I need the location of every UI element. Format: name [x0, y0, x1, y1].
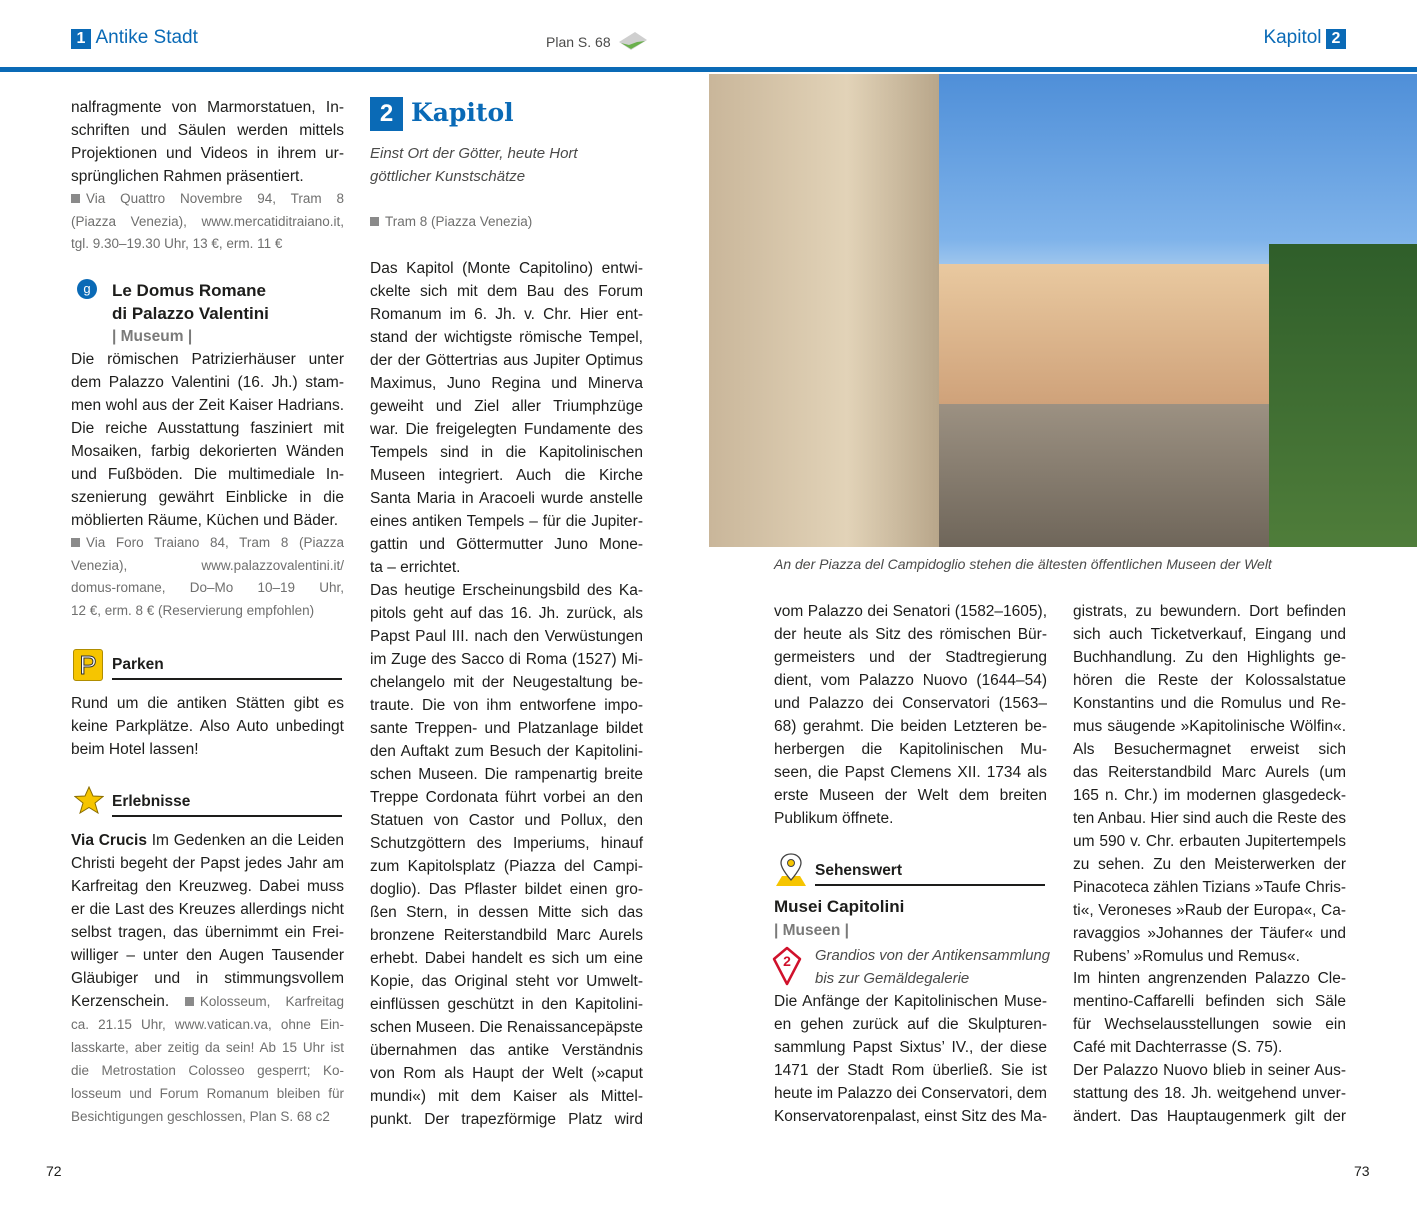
map-icon [617, 30, 649, 52]
text-line: Papst Paul III. nach den Verwüstungen [370, 628, 643, 645]
text-line: göttlicher Kunstschätze [370, 168, 526, 185]
text-line: im Zuge des Sacco di Roma (1527) Mi- [370, 651, 643, 668]
text-line: sprünglichen Rahmen präsentiert. [71, 168, 304, 185]
text-line: dient, vom Palazzo Nuovo (1644–54) [774, 672, 1047, 689]
text-line: Konstantins und die Romulus und Re- [1073, 695, 1346, 712]
text-line: Maximus, Juno Regina und Minerva [370, 375, 643, 392]
text-line: und Palazzo dei Conservatori (1563– [774, 695, 1047, 712]
text-line: 68) gerahmt. Die beiden Letzteren be- [774, 718, 1047, 735]
text-line: Tempels sind in die Kapitolinischen [370, 444, 643, 461]
plan-label: Plan S. 68 [546, 34, 611, 50]
text-line: bis zur Gemäldegalerie [815, 970, 970, 987]
text-line: bronzene Reiterstandbild Marc Aurels [370, 927, 643, 944]
sight-title-line: Le Domus Romane [112, 281, 266, 300]
section-number-badge: 2 [370, 97, 403, 131]
text-line: schriften und Säulen werden mittels [71, 122, 344, 139]
text-line: Museen integriert. Auch die Kirche [370, 467, 643, 484]
section-number: 2 [1326, 29, 1346, 49]
text-line: mus säugende »Kapitolinische Wölfin«. [1073, 718, 1346, 735]
page-number-left: 72 [46, 1163, 62, 1179]
section-heading-sehenswert: Sehenswert [815, 862, 1045, 886]
text-line: herbergen die Kapitolinischen Mu- [774, 741, 1047, 758]
text-line: um 590 v. Chr. erbauten Jupitertempels [1073, 833, 1346, 850]
text-line: geweiht und Ziel aller Triumphzüge [370, 398, 643, 415]
text-line: Projektionen und Videos in ihrem ur- [71, 145, 344, 162]
text-line: beim Hotel lassen! [71, 741, 199, 758]
photo-piazza-del-campidoglio [709, 74, 1417, 547]
sight-title [112, 279, 269, 348]
photo-caption: An der Piazza del Campidoglio stehen die ältesten öffentlichen Museen der Welt [774, 556, 1272, 572]
chapter-number: 1 [71, 29, 91, 49]
paragraph [1073, 600, 1346, 968]
section-title: Kapitol [1263, 27, 1322, 48]
info-square-icon [370, 217, 379, 226]
text-line: vom Palazzo dei Senatori (1582–1605), [774, 603, 1047, 620]
text-line: ßen Stern, in dessen Mitte sich das [370, 904, 643, 921]
text-line: stand der wichtigste römische Tempel, [370, 329, 643, 346]
text-line: zu sehen. Zu den Meisterwerken der [1073, 856, 1346, 873]
parking-icon: P [73, 649, 103, 681]
page-title: Kapitol [411, 98, 514, 127]
text-line: pitols geht auf das 16. Jh. zurück, als [370, 605, 643, 622]
text-line: mentino-Caffarelli befinden sich Säle [1073, 993, 1346, 1010]
text-line: Tram 8 (Piazza Venezia) [370, 211, 643, 234]
text-line: erhebt. Dabei handelt es sich um eine [370, 950, 643, 967]
info-block [71, 532, 344, 622]
text-line: Der Palazzo Nuovo blieb in seiner Aus- [1073, 1062, 1346, 1079]
chapter-title: Antike Stadt [95, 27, 198, 48]
text-line: williger – unter den Augen Tausender [71, 947, 344, 964]
text-line: Kerzenschein. Kolosseum, Karfreitag [71, 993, 344, 1010]
marker-number: 2 [783, 953, 791, 969]
text-line: der der Göttertrias aus Jupiter Optimus [370, 352, 643, 369]
text-line: gistrats, zu bewundern. Dort befinden [1073, 603, 1346, 620]
text-line: chelangelo mit der Neugestaltung be- [370, 674, 643, 691]
text-line: Das heutige Erscheinungsbild des Ka- [370, 582, 643, 599]
text-line: traute. Die von ihm entworfene impo- [370, 697, 643, 714]
text-line: schen Museen. Die rampenartig breite [370, 766, 643, 783]
text-line: Pinacoteca zählen Tizians »Taufe Chris- [1073, 879, 1346, 896]
info-block [370, 211, 643, 234]
text-line: ca. 21.15 Uhr, www.vatican.va, ohne Ein- [71, 1017, 344, 1032]
info-square-icon [71, 194, 80, 203]
text-line: men wohl aus der Zeit Kaiser Hadrians. [71, 397, 344, 414]
text-line: möblierten Räume, Küchen und Bäder. [71, 512, 339, 529]
text-line: schen Museen. Die Renaissancepäpste [370, 1019, 643, 1036]
text-line: szenierung gewährt Einblicke in die [71, 489, 344, 506]
text-line: 1471 der Stadt Rom überließ. Sie ist [774, 1062, 1047, 1079]
text-line: Grandios von der Antikensammlung [815, 947, 1050, 964]
text-line: Besichtigungen geschlossen, Plan S. 68 c2 [71, 1109, 330, 1124]
text-line: sich auch Ticketverkauf, Eingang und [1073, 626, 1346, 643]
text-line: mundi«) mit dem Kaiser als Mittel- [370, 1088, 643, 1105]
text-line: Statuen von Castor und Pollux, den [370, 812, 643, 829]
sight-title-line: di Palazzo Valentini [112, 304, 269, 323]
info-block [71, 188, 344, 256]
paragraph [774, 600, 1047, 830]
header-rule [0, 67, 1417, 72]
text-line: übernahmen das antike Verständnis [370, 1042, 643, 1059]
text-line: Schutzgöttern des Imperiums, hinauf [370, 835, 643, 852]
text-line: Romanum im 6. Jh. v. Chr. Hier ent- [370, 306, 643, 323]
text-line: er die Last des Kreuzes allerdings nicht [71, 901, 344, 918]
text-line: Via Quattro Novembre 94, Tram 8 [71, 188, 344, 211]
text-line: Im hinten angrenzenden Palazzo Cle- [1073, 970, 1346, 987]
text-line: erste Museen der Welt dem breiten [774, 787, 1047, 804]
subtitle [815, 944, 1050, 990]
text-line: ti«, Veroneses »Raub der Europa«, Ca- [1073, 902, 1346, 919]
text-line: Konservatorenpalast, einst Sitz des Ma- [774, 1108, 1047, 1125]
text-line: (Piazza Venezia), www.mercatiditraiano.it, [71, 213, 344, 229]
page-number-right: 73 [1354, 1163, 1370, 1179]
text-line: das Reiterstandbild Marc Aurels (um [1073, 764, 1346, 781]
text-line: Treppe Cordonata führt vorbei an den [370, 789, 643, 806]
text-line: von Rom als Haupt der Welt (»caput [370, 1065, 643, 1082]
paragraph [370, 257, 643, 579]
text-line: Venezia), www.palazzovalentini.it/ [71, 557, 344, 573]
plan-reference[interactable] [546, 30, 649, 52]
text-line: war. Die freigelegten Fundamente des [370, 421, 643, 438]
text-line: eines antiken Tempels – für die Jupiter- [370, 513, 643, 530]
section-heading-erlebnisse: Erlebnisse [112, 793, 342, 817]
text-line: Rubens’ »Romulus und Remus«. [1073, 948, 1300, 965]
text-line: Die Anfänge der Kapitolinischen Muse- [774, 993, 1047, 1010]
text-line: Christi begeht der Papst jedes Jahr am [71, 855, 344, 872]
text-line: Kopie, das Original steht vor Umwelt- [370, 973, 643, 990]
text-line: ten Anbau. Hier sind auch die Reste des [1073, 810, 1346, 827]
text-line: keine Parkplätze. Also Auto unbedingt [71, 718, 344, 735]
text-line: losseum und Forum Romanum bleiben für [71, 1086, 344, 1101]
paragraph [71, 692, 344, 761]
text-line: seen, die Papst Clemens XII. 1734 als [774, 764, 1047, 781]
text-line: domus-romane, Do–Mo 10–19 Uhr, [71, 580, 344, 595]
text-line: ravaggios »Johannes der Täufer« und [1073, 925, 1346, 942]
chapter-header-right [1263, 27, 1346, 49]
map-marker-icon [771, 946, 803, 986]
map-marker-icon: g [77, 279, 97, 299]
paragraph [71, 96, 344, 188]
text-line: Santa Maria in Aracoeli wurde anstelle [370, 490, 643, 507]
text-line: sammlung Papst Sixtus’ IV., der diese [774, 1039, 1047, 1056]
text-line: Gläubiger und in stimmungsvollem [71, 970, 344, 987]
text-line: zum Kapitolsplatz (Piazza del Campi- [370, 858, 643, 875]
photo-building-left [709, 74, 939, 547]
text-line: Die römischen Patrizierhäuser unter [71, 351, 344, 368]
info-square-icon [71, 538, 80, 547]
text-line: Karfreitag den Kreuzweg. Dabei muss [71, 878, 344, 895]
text-line: punkt. Der trapezförmige Platz wird [370, 1111, 643, 1128]
text-line: hören die Reste der Kolossalstatue [1073, 672, 1346, 689]
text-line: ändert. Das Hauptaugenmerk gilt der [1073, 1108, 1346, 1125]
text-line: Mosaiken, farbig dekorierten Wänden [71, 443, 344, 460]
text-line: der heute als Sitz des römischen Bür- [774, 626, 1047, 643]
star-icon [74, 786, 104, 814]
paragraph [1073, 967, 1346, 1059]
text-line: für Wechselausstellungen sowie ein [1073, 1016, 1346, 1033]
text-line: nalfragmente von Marmorstatuen, In- [71, 99, 344, 116]
text-line: Das Kapitol (Monte Capitolino) entwi- [370, 260, 643, 277]
text-line: ta – errichtet. [370, 559, 461, 576]
text-line: en gehen zurück auf die Skulpturen- [774, 1016, 1047, 1033]
paragraph [774, 990, 1047, 1128]
text-line: heute im Palazzo dei Conservatori, dem [774, 1085, 1047, 1102]
text-line: Rund um die antiken Stätten gibt es [71, 695, 344, 712]
sight-title: Musei Capitolini [774, 897, 905, 916]
text-line: einflüssen geschützt in den Kapitolini- [370, 996, 643, 1013]
text-line: lasskarte, aber zeitig da sein! Ab 15 Uhr ist [71, 1040, 344, 1055]
sight-pin-icon [774, 852, 808, 888]
text-line: tgl. 9.30–19.30 Uhr, 13 €, erm. 11 € [71, 236, 283, 251]
text-line: die Metrostation Colosseo gesperrt; Ko- [71, 1063, 344, 1078]
text-line: gattin und Göttermutter Juno Mone- [370, 536, 643, 553]
sight-category: | Museen | [774, 922, 849, 939]
text-line: 165 n. Chr.) im modernen glasgedeck- [1073, 787, 1346, 804]
photo-trees [1269, 244, 1417, 547]
text-line: 12 €, erm. 8 € (Reservierung empfohlen) [71, 602, 315, 618]
text-line: germeisters und der Stadtregierung [774, 649, 1047, 666]
info-square-icon [185, 997, 194, 1006]
section-heading-parken: Parken [112, 656, 342, 680]
text-line: und Fußböden. Die multimediale In- [71, 466, 344, 483]
text-line: selbst tragen, das übernimmt ein Frei- [71, 924, 344, 941]
text-line: Als Besuchermagnet erweist sich [1073, 741, 1346, 758]
photo-palazzo-senatori [939, 264, 1269, 404]
paragraph [370, 579, 643, 1131]
text-line: stattung des 18. Jh. weitgehend unver- [1073, 1085, 1346, 1102]
paragraph [71, 829, 344, 1128]
text-line: Buchhandlung. Zu den Highlights ge- [1073, 649, 1346, 666]
text-line: doglio). Das Pflaster bildet einen gro- [370, 881, 643, 898]
paragraph [1073, 1059, 1346, 1128]
text-line: Via Crucis Im Gedenken an die Leiden [71, 832, 344, 849]
text-line: Einst Ort der Götter, heute Hort [370, 145, 578, 162]
text-line: ckelte sich mit dem Bau des Forum [370, 283, 643, 300]
text-line: Café mit Dachterrasse (S. 75). [1073, 1039, 1283, 1056]
subtitle [370, 142, 643, 188]
text-line: den Auftakt zum Besuch der Kapitolini- [370, 743, 643, 760]
chapter-header-left [71, 27, 198, 49]
paragraph [71, 348, 344, 532]
text-line: sante Treppen- und Platzanlage bildet [370, 720, 643, 737]
text-line: Publikum öffnete. [774, 810, 894, 827]
text-line: dem Palazzo Valentini (16. Jh.) stam- [71, 374, 344, 391]
text-line: Via Foro Traiano 84, Tram 8 (Piazza [71, 532, 344, 555]
sight-category: | Museum | [112, 328, 193, 345]
text-line: Die reiche Ausstattung fasziniert mit [71, 420, 344, 437]
photo-piazza [939, 404, 1269, 547]
